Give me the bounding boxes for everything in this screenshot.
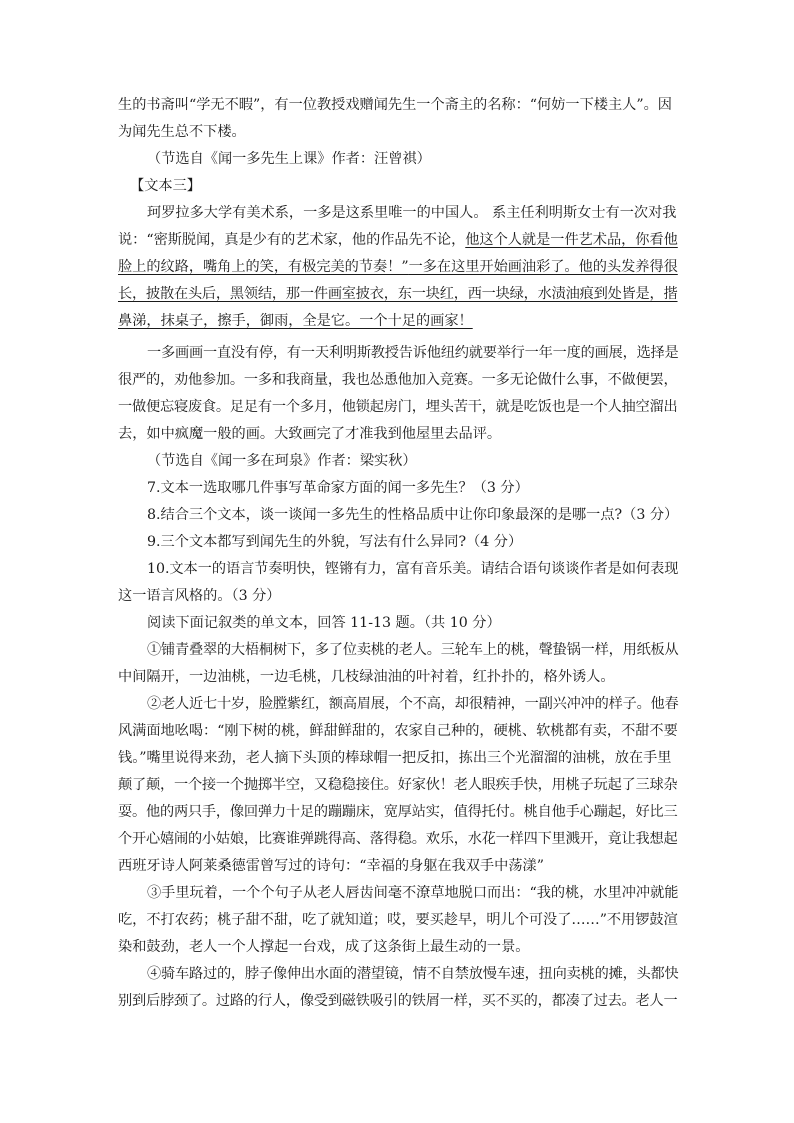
source-citation: （节选自《闻一多在珂泉》作者：梁实秋）: [147, 453, 417, 469]
section-heading-text3: 【文本三】: [130, 178, 201, 194]
source-citation: （节选自《闻一多先生上课》作者：汪曾祺）: [147, 151, 431, 167]
text-line: ①铺青叠翠的大梧桐树下，多了位卖桃的老人。三轮车上的桃，聲蛰锅一样，用纸板从: [147, 642, 679, 658]
underlined-line: 鼻涕，抹桌子，擦手，御雨，全是它。一个十足的画家！: [118, 313, 473, 329]
text-line: ②老人近七十岁，脸膛紫红，额高眉展，个不高，却很精神，一副兴冲冲的样子。他春: [147, 696, 679, 712]
underlined-sentence: 一多在这里开始画油彩了。他的头发养得很: [408, 259, 678, 275]
underlined-line: 长，披散在头后，黑领结，那一件画室披衣，东一块红，西一块绿，水渍油痕到处皆是，揩: [118, 286, 678, 302]
reading-intro: 阅读下面记叙类的单文本，回答 11-13 题。（共 10 分）: [147, 615, 501, 631]
text-line: 一多画画一直没有停，有一天利明斯教授告诉他纽约就要举行一年一度的画展，选择是: [147, 345, 679, 361]
question-10: [118, 556, 678, 610]
text-line: 说：“密斯脱闻，真是少有的艺术家，他的作品先不论，他这个人就是一件艺术品，你看他: [118, 232, 678, 248]
text-line: ③手里玩着，一个个句子从老人唇齿间毫不潦草地脱口而出：“我的桃，水里冲冲就能: [147, 885, 679, 901]
question-8: 8.结合三个文本，谈一谈闻一多先生的性格品质中让你印象最深的是哪一点?（3 分）: [147, 507, 679, 523]
text-line: 个开心嬉闹的小姑娘，比赛谁弹跳得高、落得稳。欢乐，水花一样四下里溅开，竟让我想起: [118, 831, 678, 847]
story-paragraph-1: [118, 637, 678, 691]
text-line: 耍。他的两只手，像回弹力十足的蹦蹦床，宽厚站实，值得托付。桃自他手心蹦起，好比三: [118, 804, 678, 820]
text-line: 别到后脖颈了。过路的行人，像受到磁铁吸引的铁屑一样，买不买的，都凑了过去。老人一: [118, 993, 678, 1009]
text-line: 中间隔开，一边油桃，一边毛桃，几枝绿油油的叶衬着，红扑扑的，格外诱人。: [118, 669, 615, 685]
text-line: ④骑车路过的，脖子像伸出水面的潜望镜，情不自禁放慢车速，扭向卖桃的摊，头都快: [147, 966, 679, 982]
text-line: 这一语言风格的。（3 分）: [118, 588, 281, 604]
story-paragraph-4: [118, 961, 678, 1015]
underlined-sentence: 他这个人就是一件艺术品，你看他: [465, 232, 678, 248]
story-paragraph-2: [118, 691, 678, 880]
underlined-sentence: 脸上的纹路，嘴角上的笑，有极完美的节奏！”: [118, 259, 409, 275]
story-paragraph-3: [118, 880, 678, 961]
text-line: 珂罗拉多大学有美术系，一多是这系里唯一的中国人。 系主任利明斯女士有一次对我: [147, 205, 677, 221]
text3-paragraph-2: [118, 340, 678, 448]
question-9: 9.三个文本都写到闻先生的外貌，写法有什么异同?（4 分）: [147, 534, 523, 550]
question-7: 7.文本一选取哪几件事写革命家方面的闻一多先生？（3 分）: [147, 480, 529, 496]
text-line: 风满面地吆喝：“刚下树的桃，鲜甜鲜甜的，农家自己种的，硬桃、软桃都有卖，不甜不要: [118, 723, 678, 739]
text-line: 西班牙诗人阿莱桑德雷曾写过的诗句：“幸福的身躯在我双手中荡漾”: [118, 858, 544, 874]
text-line: 一做便忘寝废食。足足有一个多月，他锁起房门，埋头苦干，就是吃饭也是一个人抽空溜出: [118, 399, 678, 415]
text-line: 钱。”嘴里说得来劲，老人摘下头顶的棒球帽一把反扣，拣出三个光溜溜的油桃，放在手里: [118, 750, 672, 766]
text3-paragraph-1: [118, 200, 678, 335]
text-line: [118, 254, 678, 281]
text-line: 去，如中疯魔一般的画。大致画完了才准我到他屋里去品评。: [118, 426, 502, 442]
text-line: 为闻先生总不下楼。: [118, 124, 246, 140]
text-line: 很严的，劝他参加。一多和我商量，我也怂恿他加入竞赛。一多无论做什么事，不做便罢，: [118, 372, 678, 388]
text-line: 吃，不打农药；桃子甜不甜，吃了就知道；哎，要买趁早，明儿个可没了……”不用锣鼓渲: [118, 912, 678, 928]
text-line: 颠了颠，一个接一个抛掷半空，又稳稳接住。好家伙！老人眼疾手快，用桃子玩起了三球杂: [118, 777, 678, 793]
text-line: 染和鼓劲，老人一个人撑起一台戏，成了这条街上最生动的一景。: [118, 939, 530, 955]
text-line: 10.文本一的语言节奏明快，铿锵有力，富有音乐美。请结合语句谈谈作者是如何表现: [147, 561, 679, 577]
text-line: 生的书斋叫“学无不暇”，有一位教授戏赠闻先生一个斋主的名称：“何妨一下楼主人”。因: [118, 97, 672, 113]
text1-tail-paragraph: [118, 92, 678, 146]
